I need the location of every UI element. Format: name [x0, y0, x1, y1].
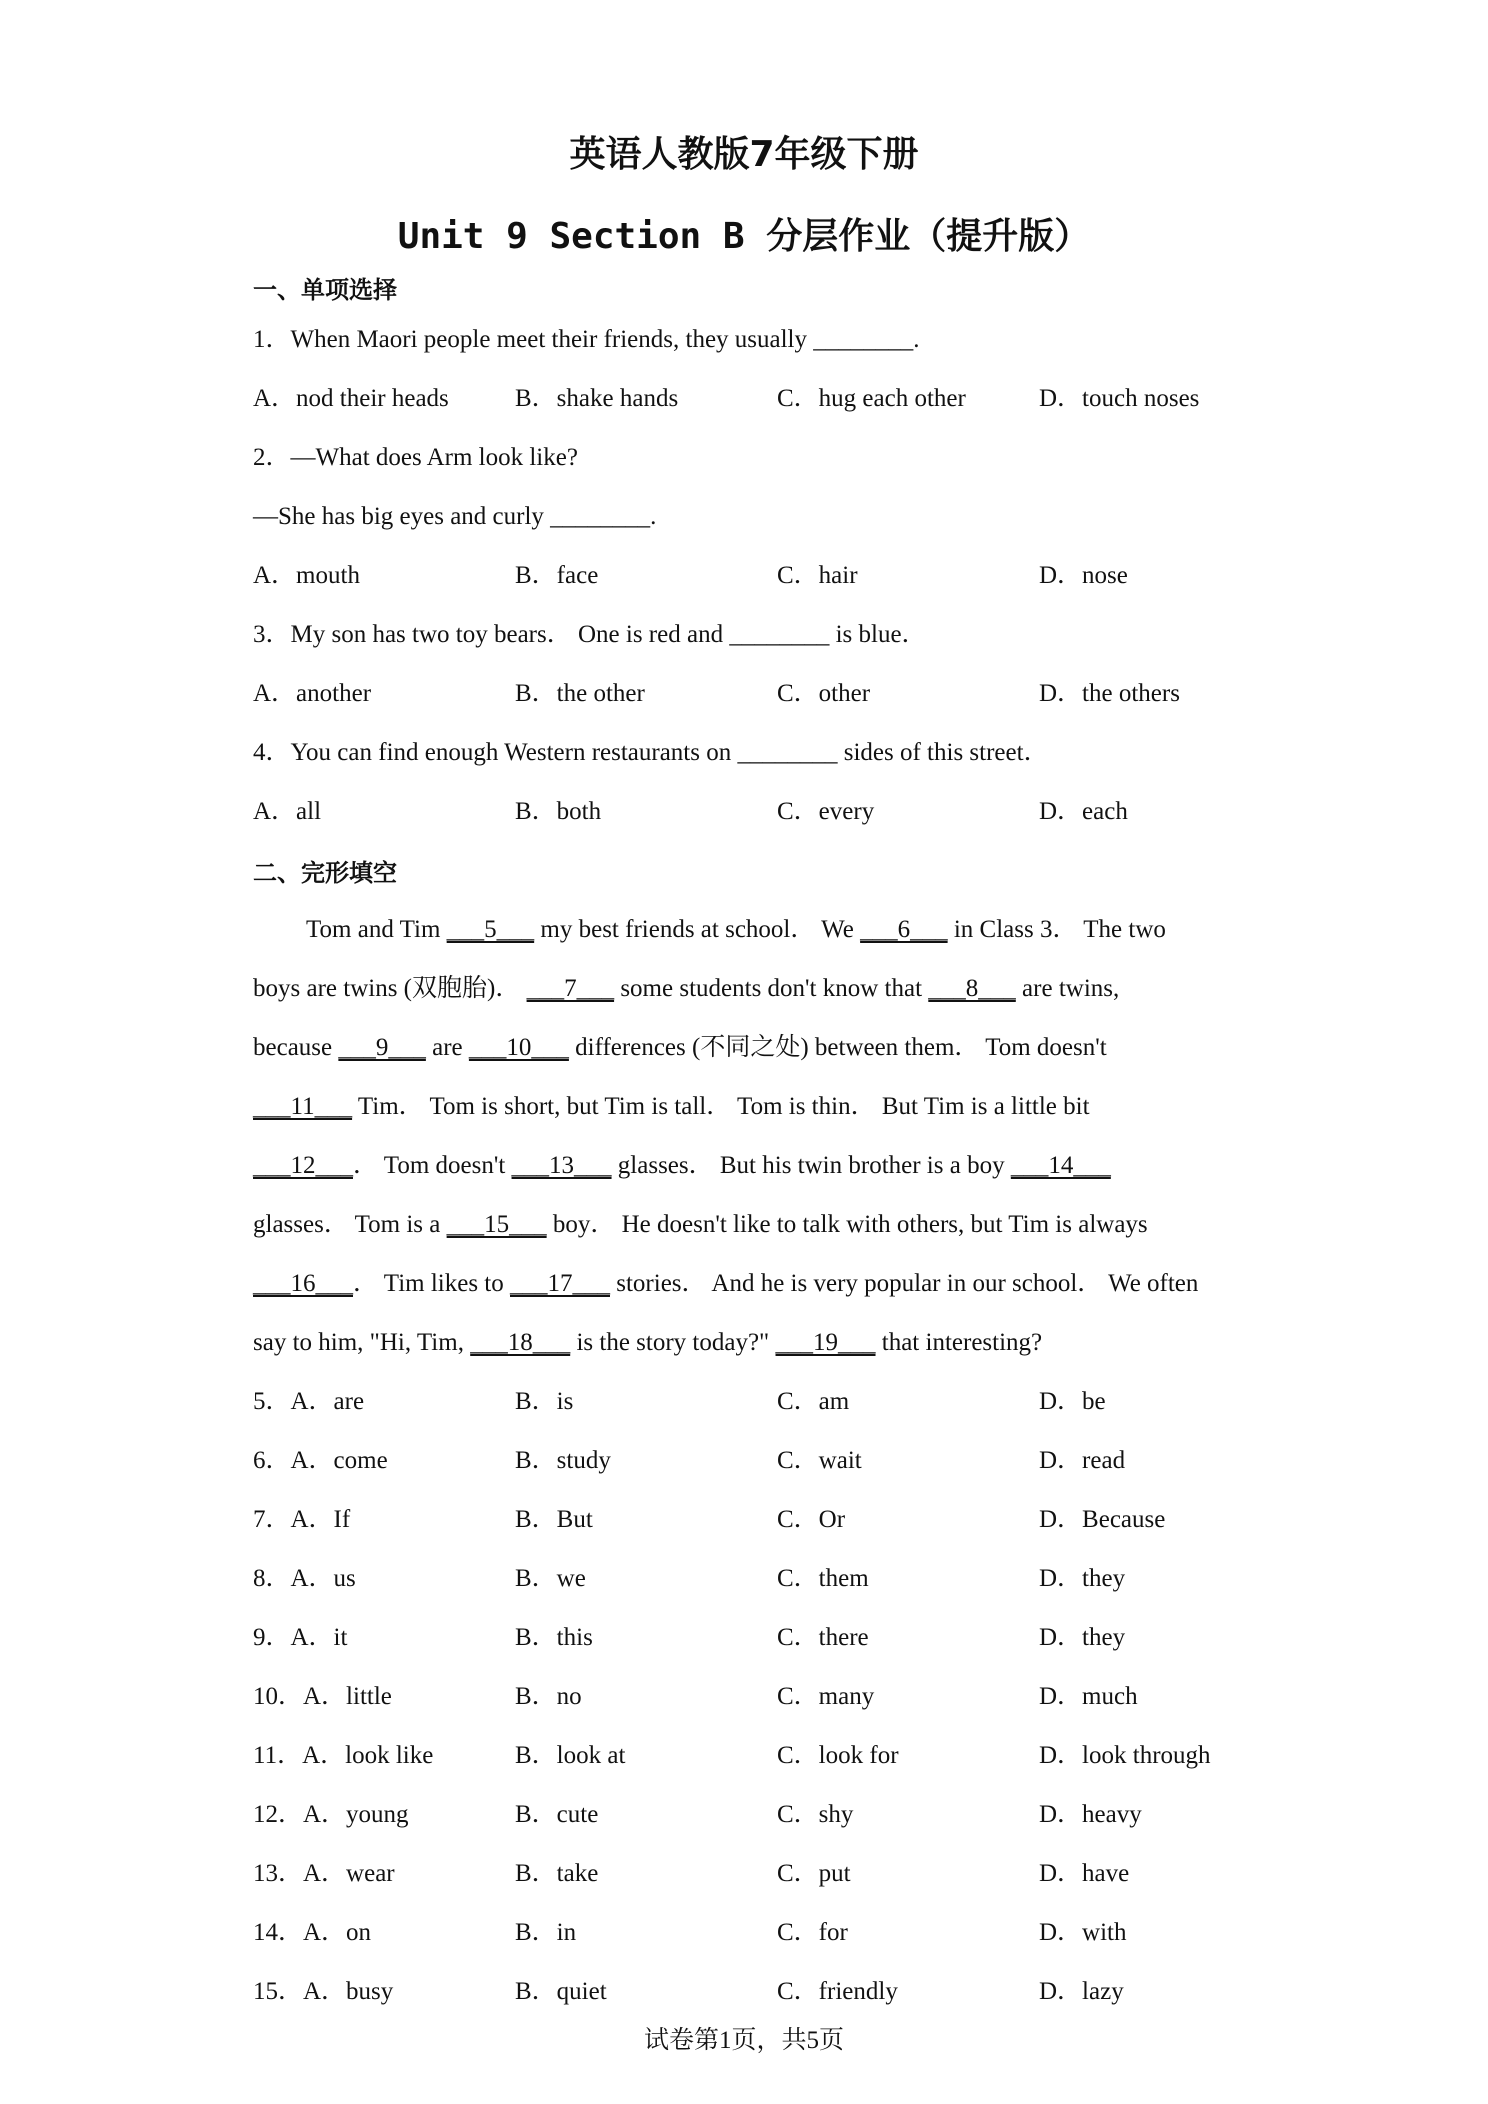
blank-7: ___7___ — [526, 975, 615, 1002]
cloze-8-option-a: 8．A．us — [253, 1565, 356, 1592]
passage-line-2 — [253, 971, 1119, 1007]
passage-text: in Class 3． The two — [947, 916, 1166, 943]
cloze-11-option-d: D．look through — [1039, 1742, 1211, 1769]
document-subtitle: Unit 9 Section B 分层作业（提升版） — [397, 216, 1091, 257]
cloze-10-option-a: 10．A．little — [253, 1683, 392, 1710]
cloze-14-option-a: 14．A．on — [253, 1919, 372, 1946]
cloze-8-option-c: C．them — [777, 1565, 869, 1592]
cloze-12-option-d: D．heavy — [1039, 1801, 1142, 1828]
passage-line-5 — [253, 1148, 1111, 1184]
cloze-14-option-d: D．with — [1039, 1919, 1127, 1946]
passage-text: Tim． Tom is short, but Tim is tall． Tom is thin． But Tim is a little bit — [352, 1093, 1090, 1120]
passage-line-1 — [306, 912, 1166, 948]
q2-option-c: C．hair — [777, 562, 858, 589]
passage-line-7 — [253, 1266, 1198, 1302]
section-heading-choice: 一、单项选择 — [253, 276, 397, 304]
cloze-13-option-b: B．take — [515, 1860, 599, 1887]
blank-19: ___19___ — [775, 1329, 876, 1356]
passage-text: stories． And he is very popular in our school． We often — [610, 1270, 1199, 1297]
cloze-14-option-c: C．for — [777, 1919, 848, 1946]
passage-text: Tom and Tim — [306, 916, 447, 943]
q3-option-b: B．the other — [515, 680, 645, 707]
cloze-9-option-d: D．they — [1039, 1624, 1126, 1651]
q1-option-d: D．touch noses — [1039, 385, 1200, 412]
cloze-8-option-b: B．we — [515, 1565, 586, 1592]
passage-line-6 — [253, 1207, 1148, 1243]
passage-text: differences (不同之处) between them． Tom doesn't — [568, 1034, 1107, 1061]
cloze-6-option-d: D．read — [1039, 1447, 1126, 1474]
cloze-11-option-c: C．look for — [777, 1742, 899, 1769]
question-2-answer-line: —She has big eyes and curly ________. — [253, 503, 657, 530]
cloze-13-option-a: 13．A．wear — [253, 1860, 395, 1887]
cloze-7-option-c: C．Or — [777, 1506, 846, 1533]
blank-11: ___11___ — [253, 1093, 353, 1120]
cloze-14-option-b: B．in — [515, 1919, 577, 1946]
passage-line-3 — [253, 1030, 1107, 1066]
q1-option-c: C．hug each other — [777, 385, 966, 412]
passage-text: my best friends at school． We — [534, 916, 861, 943]
blank-17: ___17___ — [510, 1270, 610, 1297]
blank-13: ___13___ — [511, 1152, 612, 1179]
blank-10: ___10___ — [468, 1034, 569, 1061]
cloze-12-option-a: 12．A．young — [253, 1801, 409, 1828]
question-3: 3．My son has two toy bears． One is red and ________ is blue． — [253, 621, 927, 648]
blank-15: ___15___ — [446, 1211, 547, 1238]
blank-18: ___18___ — [470, 1329, 571, 1356]
section-heading-cloze: 二、完形填空 — [253, 859, 397, 887]
cloze-10-option-b: B．no — [515, 1683, 582, 1710]
passage-text: some students don't know that — [614, 975, 929, 1002]
cloze-10-option-c: C．many — [777, 1683, 875, 1710]
cloze-12-option-c: C．shy — [777, 1801, 854, 1828]
question-2: 2．—What does Arm look like? — [253, 444, 578, 471]
cloze-15-option-a: 15．A．busy — [253, 1978, 394, 2005]
q2-option-b: B．face — [515, 562, 599, 589]
question-4: 4．You can find enough Western restaurants on ________ sides of this street． — [253, 739, 1049, 766]
passage-text: are twins, — [1015, 975, 1120, 1002]
cloze-6-option-b: B．study — [515, 1447, 611, 1474]
cloze-6-option-a: 6．A．come — [253, 1447, 388, 1474]
cloze-7-option-b: B．But — [515, 1506, 593, 1533]
passage-text: say to him, "Hi, Tim, — [253, 1329, 471, 1356]
q1-option-b: B．shake hands — [515, 385, 679, 412]
blank-9: ___9___ — [338, 1034, 426, 1061]
passage-text: is the story today?" — [570, 1329, 776, 1356]
cloze-15-option-c: C．friendly — [777, 1978, 898, 2005]
question-1: 1．When Maori people meet their friends, they usually ________. — [253, 326, 920, 353]
cloze-11-option-a: 11．A．look like — [253, 1742, 434, 1769]
passage-line-8 — [253, 1325, 1042, 1361]
passage-text: glasses． But his twin brother is a boy — [611, 1152, 1011, 1179]
q4-option-d: D．each — [1039, 798, 1128, 825]
cloze-5-option-c: C．am — [777, 1388, 850, 1415]
page-footer: 试卷第1页，共5页 — [643, 2027, 844, 2054]
cloze-10-option-d: D．much — [1039, 1683, 1138, 1710]
cloze-7-option-a: 7．A．If — [253, 1506, 351, 1533]
cloze-13-option-d: D．have — [1039, 1860, 1130, 1887]
q4-option-b: B．both — [515, 798, 602, 825]
blank-8: ___8___ — [928, 975, 1016, 1002]
blank-12: ___12___ — [253, 1152, 353, 1179]
q3-option-a: A．another — [253, 680, 372, 707]
cloze-15-option-b: B．quiet — [515, 1978, 607, 2005]
blank-5: ___5___ — [446, 916, 535, 943]
q2-option-a: A．mouth — [253, 562, 360, 589]
cloze-9-option-a: 9．A．it — [253, 1624, 348, 1651]
cloze-9-option-b: B．this — [515, 1624, 593, 1651]
passage-text: ． Tom doesn't — [353, 1152, 512, 1179]
cloze-7-option-d: D．Because — [1039, 1506, 1166, 1533]
passage-text: because — [253, 1034, 339, 1061]
q4-option-a: A．all — [253, 798, 322, 825]
cloze-5-option-d: D．be — [1039, 1388, 1106, 1415]
passage-line-4 — [253, 1089, 1090, 1125]
cloze-13-option-c: C．put — [777, 1860, 851, 1887]
blank-6: ___6___ — [860, 916, 948, 943]
passage-text: are — [425, 1034, 469, 1061]
passage-text: glasses． Tom is a — [253, 1211, 447, 1238]
q1-option-a: A．nod their heads — [253, 385, 449, 412]
q3-option-d: D．the others — [1039, 680, 1180, 707]
cloze-11-option-b: B．look at — [515, 1742, 626, 1769]
blank-16: ___16___ — [253, 1270, 353, 1297]
cloze-12-option-b: B．cute — [515, 1801, 599, 1828]
cloze-5-option-a: 5．A．are — [253, 1388, 365, 1415]
q4-option-c: C．every — [777, 798, 875, 825]
q3-option-c: C．other — [777, 680, 871, 707]
passage-text: that interesting? — [875, 1329, 1043, 1356]
cloze-9-option-c: C．there — [777, 1624, 869, 1651]
passage-text: ． Tim likes to — [353, 1270, 510, 1297]
q2-option-d: D．nose — [1039, 562, 1128, 589]
passage-text: boy． He doesn't like to talk with others, but Tim is always — [546, 1211, 1148, 1238]
cloze-8-option-d: D．they — [1039, 1565, 1126, 1592]
cloze-6-option-c: C．wait — [777, 1447, 862, 1474]
cloze-15-option-d: D．lazy — [1039, 1978, 1124, 2005]
blank-14: ___14___ — [1010, 1152, 1111, 1179]
passage-text: boys are twins (双胞胎)． — [253, 975, 527, 1002]
cloze-5-option-b: B．is — [515, 1388, 574, 1415]
document-title: 英语人教版7年级下册 — [569, 134, 919, 175]
